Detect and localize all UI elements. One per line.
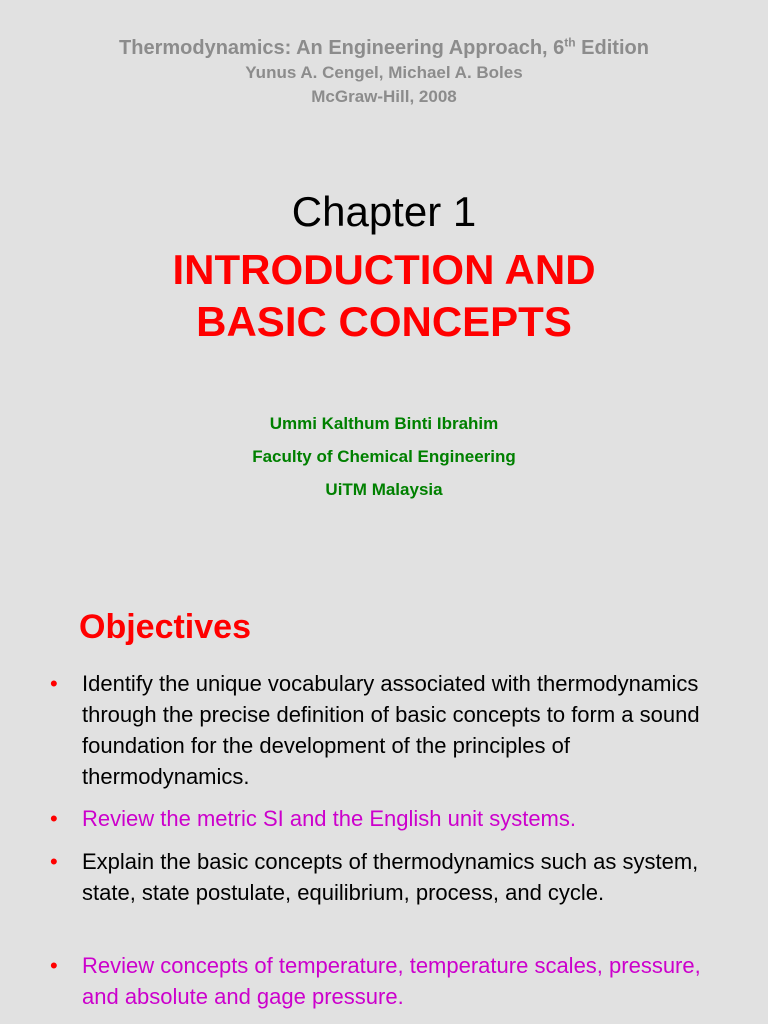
- bullet-icon: •: [50, 953, 58, 978]
- book-title: [0, 35, 768, 61]
- objectives-heading: Objectives: [79, 608, 251, 646]
- author-university: UiTM Malaysia: [325, 480, 443, 499]
- objective-text: Review the metric SI and the English unit systems.: [82, 806, 576, 831]
- book-publisher: McGraw-Hill, 2008: [311, 87, 457, 106]
- objective-text: Identify the unique vocabulary associated with thermodynamics through the precise definition of basic concepts to form a sound foundation for the development of the principles of thermodynamics.: [82, 671, 700, 789]
- author-faculty: Faculty of Chemical Engineering: [252, 447, 516, 466]
- book-authors: Yunus A. Cengel, Michael A. Boles: [245, 63, 523, 82]
- book-title-main: Thermodynamics: An Engineering Approach, 6: [119, 37, 565, 59]
- chapter-number: Chapter 1: [291, 188, 477, 235]
- chapter-title: [0, 244, 768, 348]
- bullet-icon: •: [50, 671, 58, 696]
- objective-text: Review concepts of temperature, temperature scales, pressure, and absolute and gage pressure.: [82, 953, 701, 1009]
- book-title-superscript: th: [564, 35, 576, 50]
- bullet-icon: •: [50, 849, 58, 874]
- chapter-title-line-2: BASIC CONCEPTS: [196, 298, 572, 345]
- book-title-end: Edition: [575, 37, 649, 59]
- author-name: Ummi Kalthum Binti Ibrahim: [269, 414, 499, 433]
- bullet-icon: •: [50, 806, 58, 831]
- objective-text: Explain the basic concepts of thermodynamics such as system, state, state postulate, equilibrium, process, and cycle.: [82, 849, 699, 905]
- chapter-title-line-1: INTRODUCTION AND: [172, 246, 596, 293]
